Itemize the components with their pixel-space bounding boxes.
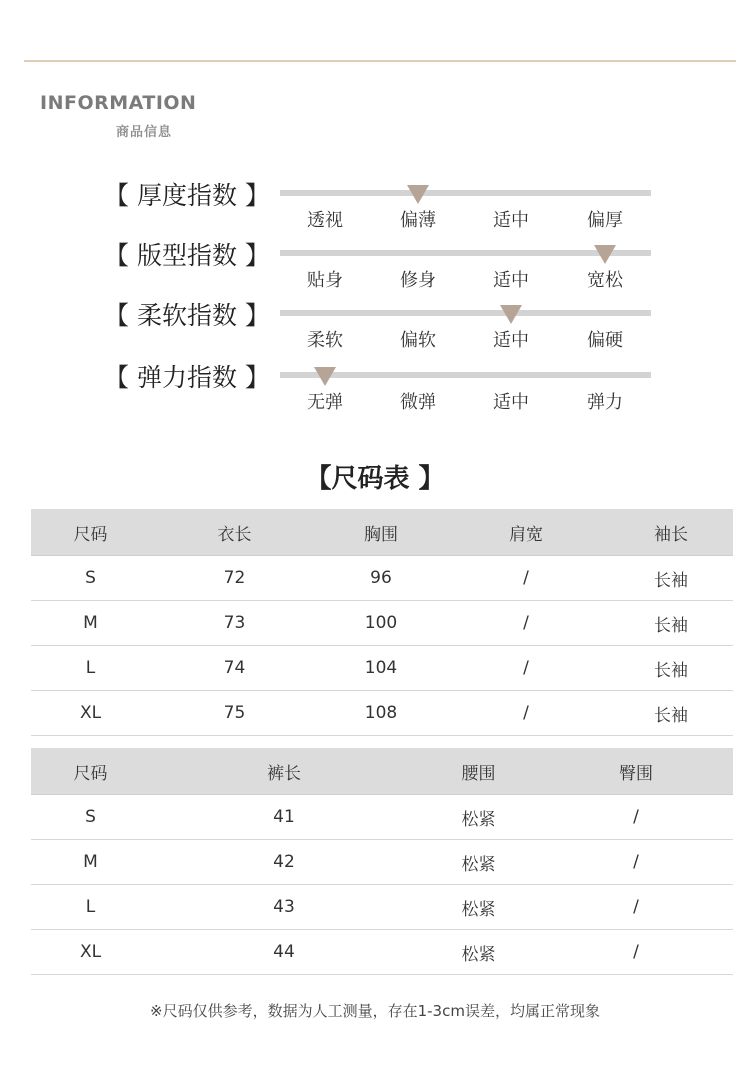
table-cell: M xyxy=(31,601,150,646)
softness-index-bar xyxy=(280,310,651,316)
table-cell: L xyxy=(31,885,150,930)
marker-triangle-icon xyxy=(594,245,616,264)
table-cell: L xyxy=(31,646,150,691)
table-header-row xyxy=(31,509,733,556)
softness-index-option: 偏硬 xyxy=(587,330,623,351)
table-row xyxy=(31,885,733,930)
thickness-index-option: 适中 xyxy=(493,210,529,231)
bottom-size-table xyxy=(31,748,733,975)
table-cell: 长袖 xyxy=(609,556,733,601)
table-cell: 松紧 xyxy=(418,840,539,885)
table-cell: XL xyxy=(31,691,150,736)
table-cell: 43 xyxy=(150,885,418,930)
table-cell: S xyxy=(31,556,150,601)
elasticity-index-option: 无弹 xyxy=(307,392,343,413)
thickness-index-option: 偏厚 xyxy=(587,210,623,231)
table-cell: / xyxy=(539,885,733,930)
thickness-index-option: 偏薄 xyxy=(400,210,436,231)
table-cell: 松紧 xyxy=(418,930,539,975)
table-cell: / xyxy=(443,691,609,736)
column-header: 袖长 xyxy=(609,509,733,556)
table-cell: 44 xyxy=(150,930,418,975)
table-cell: 73 xyxy=(150,601,319,646)
fit-index-option: 适中 xyxy=(493,270,529,291)
table-cell: / xyxy=(443,601,609,646)
softness-index-option: 适中 xyxy=(493,330,529,351)
table-cell: 长袖 xyxy=(609,691,733,736)
table-cell: 松紧 xyxy=(418,885,539,930)
column-header: 尺码 xyxy=(31,748,150,795)
footnote: ※尺码仅供参考，数据为人工测量，存在1-3cm误差，均属正常现象 xyxy=(150,1002,600,1020)
softness-index-option: 偏软 xyxy=(400,330,436,351)
table-cell: 96 xyxy=(319,556,443,601)
table-cell: 松紧 xyxy=(418,795,539,840)
table-cell: S xyxy=(31,795,150,840)
table-cell: / xyxy=(443,556,609,601)
table-cell: 72 xyxy=(150,556,319,601)
thickness-index-bar xyxy=(280,190,651,196)
table-row xyxy=(31,930,733,975)
top-size-table xyxy=(31,509,733,736)
table-cell: 长袖 xyxy=(609,646,733,691)
section-title-en: INFORMATION xyxy=(40,92,197,114)
table-cell: 41 xyxy=(150,795,418,840)
fit-index-option: 宽松 xyxy=(587,270,623,291)
table-cell: 42 xyxy=(150,840,418,885)
thickness-index-option: 透视 xyxy=(307,210,343,231)
elasticity-index-option: 弹力 xyxy=(587,392,623,413)
table-cell: 74 xyxy=(150,646,319,691)
table-cell: / xyxy=(443,646,609,691)
column-header: 尺码 xyxy=(31,509,150,556)
table-cell: 104 xyxy=(319,646,443,691)
table-row xyxy=(31,691,733,736)
table-cell: 100 xyxy=(319,601,443,646)
table-cell: XL xyxy=(31,930,150,975)
table-row xyxy=(31,556,733,601)
elasticity-index-option: 适中 xyxy=(493,392,529,413)
table-row xyxy=(31,646,733,691)
table-row xyxy=(31,795,733,840)
softness-index-option: 柔软 xyxy=(307,330,343,351)
table-cell: M xyxy=(31,840,150,885)
fit-index-option: 贴身 xyxy=(307,270,343,291)
section-title-cn: 商品信息 xyxy=(116,125,173,140)
fit-index-option: 修身 xyxy=(400,270,436,291)
table-row xyxy=(31,601,733,646)
column-header: 腰围 xyxy=(418,748,539,795)
elasticity-index-title: 【 弹力指数 】 xyxy=(104,363,270,392)
table-cell: 108 xyxy=(319,691,443,736)
table-cell: 长袖 xyxy=(609,601,733,646)
table-cell: / xyxy=(539,930,733,975)
thickness-index-title: 【 厚度指数 】 xyxy=(104,181,270,210)
column-header: 裤长 xyxy=(150,748,418,795)
column-header: 胸围 xyxy=(319,509,443,556)
marker-triangle-icon xyxy=(407,185,429,204)
table-row xyxy=(31,840,733,885)
size-chart-title: 【尺码表 】 xyxy=(305,464,445,494)
fit-index-title: 【 版型指数 】 xyxy=(104,241,270,270)
column-header: 肩宽 xyxy=(443,509,609,556)
marker-triangle-icon xyxy=(314,367,336,386)
table-cell: 75 xyxy=(150,691,319,736)
column-header: 衣长 xyxy=(150,509,319,556)
softness-index-title: 【 柔软指数 】 xyxy=(104,301,270,330)
marker-triangle-icon xyxy=(500,305,522,324)
table-cell: / xyxy=(539,840,733,885)
column-header: 臀围 xyxy=(539,748,733,795)
table-cell: / xyxy=(539,795,733,840)
elasticity-index-row xyxy=(0,363,750,432)
elasticity-index-option: 微弹 xyxy=(400,392,436,413)
table-header-row xyxy=(31,748,733,795)
top-divider xyxy=(24,60,736,62)
